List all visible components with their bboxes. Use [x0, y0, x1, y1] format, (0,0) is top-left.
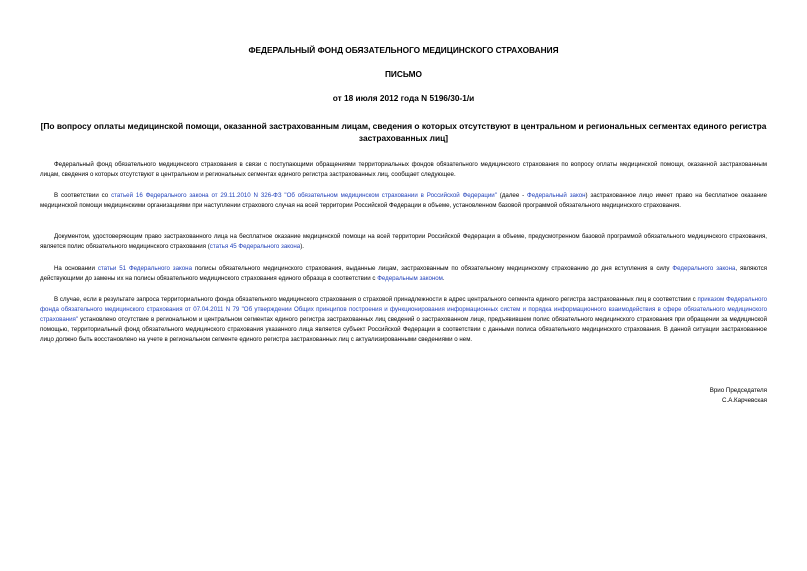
paragraph-article-51: [40, 264, 767, 284]
document-type: ПИСЬМО: [384, 69, 423, 79]
link-article-51[interactable]: статьи 51 Федерального закона: [97, 265, 192, 272]
paragraph-text: На основании: [54, 265, 98, 272]
paragraph-text: (далее -: [496, 192, 528, 199]
paragraph-text: .: [442, 274, 445, 282]
signature-name: С.А.Карчевская: [722, 397, 767, 404]
paragraph-text: В случае, если в результате запроса территориального фонда обязательного медицинского страхования о страховой принадлежности в адрес центрального сегмента единого регистра застрахованных лиц в соответствии с: [54, 296, 698, 303]
paragraph-text: , являются действующими до замены их на полисы обязательного медицинского страхования единого образца в соответствии с: [40, 265, 767, 282]
link-order-79[interactable]: приказом Федерального фонда обязательного медицинского страхования от 07.04.2011 N 79 "Об утверждении Общих принципов построения и функционирования информационных систем и порядка информационного взаимодействия в сфере обязательного медицинского страхования": [40, 296, 767, 323]
link-federal-law[interactable]: Федеральный закон: [527, 192, 586, 199]
paragraph-text: установлено отсутствие в региональном и центральном сегментах единого регистра застрахованных лиц сведений о застрахованном лице, предъявившем полис обязательного медицинского страхования при обращении за медицинской помощью, территориальный фонд обязательного медицинского страхования указанного лица является субъект Российской Федерации в соответствии с данными полиса обязательного медицинского страхования. В данной ситуации застрахованное лицо должно быть восстановлено на учете в региональном сегменте единого регистра застрахованных лиц с актуализированными сведениями о нем.: [40, 315, 767, 343]
link-article-16-law[interactable]: статьей 16 Федерального закона от 29.11.2010 N 326-ФЗ "Об обязательном медицинском страховании в Российской Федерации": [111, 192, 497, 199]
signature-position: Врио Председателя: [709, 387, 767, 394]
paragraph-article-16: [40, 191, 767, 211]
paragraph-text: полисы обязательного медицинского страхования, выданные лицам, застрахованным по обязательному медицинскому страхованию до дня вступления в силу: [192, 265, 673, 272]
document-subject: [По вопросу оплаты медицинской помощи, оказанной застрахованным лицам, сведения о которых отсутствуют в центральном и региональных сегментах единого регистра застрахованных лиц]: [40, 121, 767, 143]
paragraph-registry-request: [40, 295, 767, 345]
organization-title: ФЕДЕРАЛЬНЫЙ ФОНД ОБЯЗАТЕЛЬНОГО МЕДИЦИНСКОГО СТРАХОВАНИЯ: [248, 45, 559, 55]
document-date-number: от 18 июля 2012 года N 5196/30-1/и: [332, 93, 475, 103]
paragraph-text: В соответствии со: [54, 192, 112, 199]
paragraph-text: Документом, удостоверяющим право застрахованного лица на бесплатное оказание медицинской помощи на всей территории Российской Федерации в объеме, предусмотренном базовой программой обязательного медицинского страхования, является полис обязательного медицинского страхования (: [40, 233, 767, 250]
link-federal-law-3[interactable]: Федеральным законом: [377, 274, 443, 282]
link-federal-law-2[interactable]: Федерального закона: [672, 265, 736, 272]
paragraph-intro: Федеральный фонд обязательного медицинского страхования в связи с поступающими обращениями территориальных фондов обязательного медицинского страхования по вопросу оплаты медицинской помощи, оказанной застрахованным лицам, сведения о которых отсутствуют в центральном и региональных сегментах единого регистра застрахованных лиц, сообщает следующее.: [40, 161, 767, 178]
paragraph-policy-document: [40, 232, 767, 252]
paragraph-text: ).: [300, 242, 304, 250]
link-article-45[interactable]: статья 45 Федерального закона: [209, 242, 301, 250]
paragraph-text: ) застрахованное лицо имеет право на бесплатное оказание медицинской помощи медицинскими организациями при наступлении страхового случая на всей территории Российской Федерации в объеме, установленном базовой программой обязательного медицинского страхования.: [40, 192, 767, 209]
